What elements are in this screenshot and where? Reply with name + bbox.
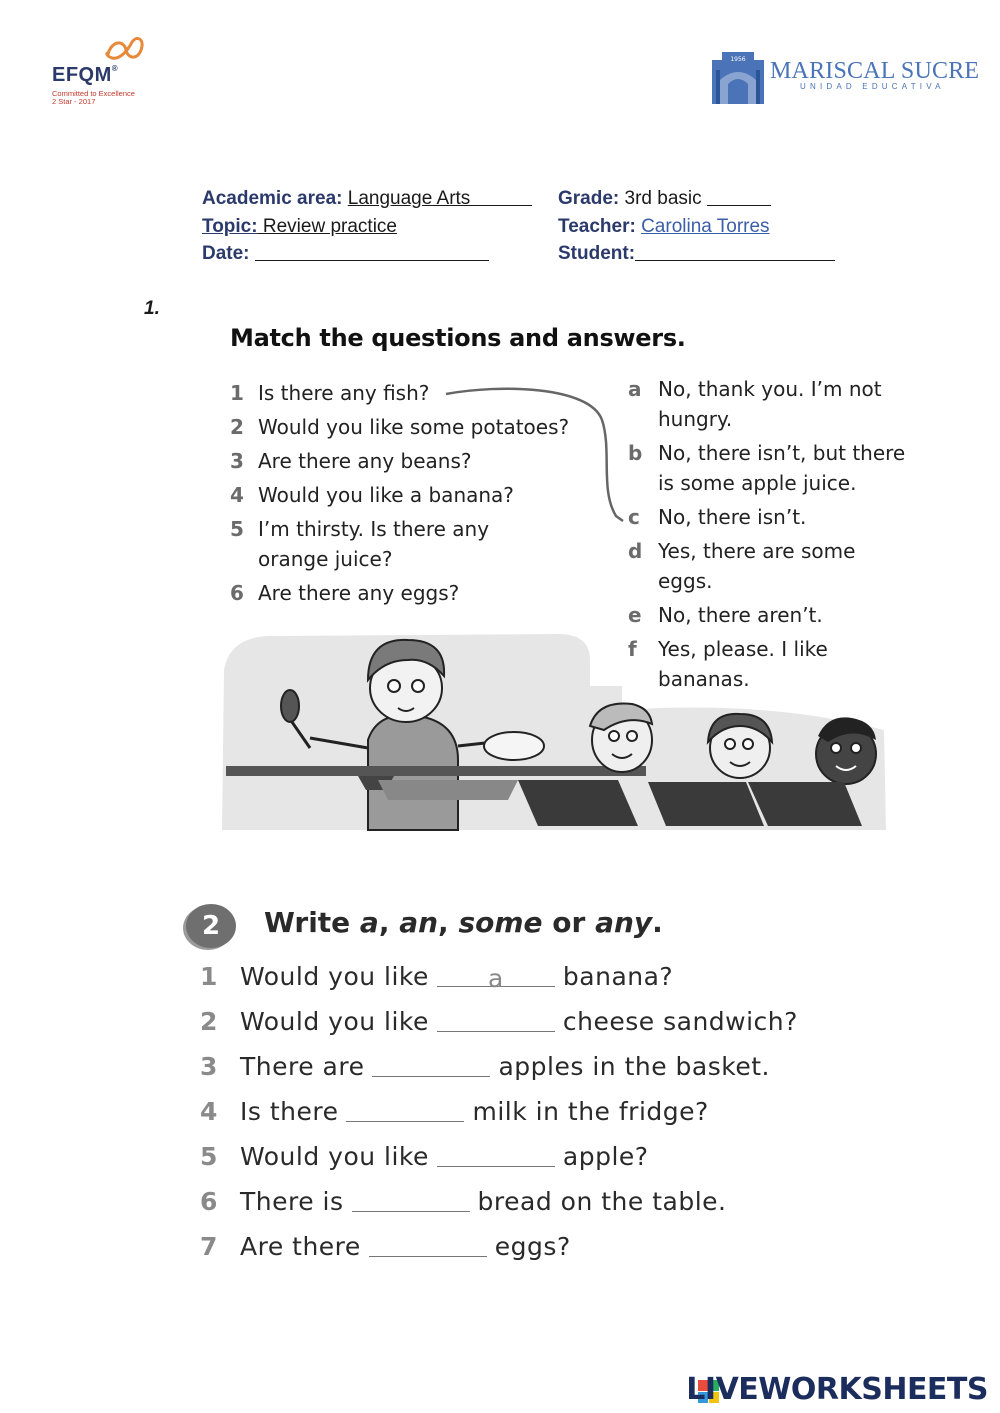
sentence-item: 1 Would you like a banana?: [200, 962, 674, 993]
student-row: [558, 243, 835, 265]
sentence-list: [200, 962, 798, 1277]
answer-item: b No, there isn’t, but there is some apple juice.: [628, 441, 906, 495]
question-item: 6 Are there any eggs?: [230, 581, 460, 605]
example-match-line: [440, 380, 640, 530]
question-item: 4 Would you like a banana?: [230, 483, 514, 507]
efqm-infinity-icon: [102, 34, 202, 66]
sentence-item: 5 Would you like apple?: [200, 1142, 649, 1171]
question-item: 1 Is there any fish?: [230, 381, 430, 405]
sentence-item: 6 There is bread on the table.: [200, 1187, 727, 1216]
answer-item: a No, thank you. I’m not hungry.: [628, 377, 882, 431]
academic-area-blank: [470, 189, 532, 206]
sentence-item: 2 Would you like cheese sandwich?: [200, 1007, 798, 1036]
svg-text:1956: 1956: [730, 56, 746, 63]
exercise-2-title: Write a, an, some or any.: [264, 906, 663, 939]
question-item: 5 I’m thirsty. Is there any orange juice?: [230, 517, 490, 571]
answer-blank[interactable]: [437, 1144, 555, 1167]
date-row: [202, 243, 489, 265]
sentence-item: 4 Is there milk in the fridge?: [200, 1097, 709, 1126]
answer-item: d Yes, there are some eggs.: [628, 539, 856, 593]
question-item: 2 Would you like some potatoes?: [230, 415, 570, 439]
teacher-value: Carolina Torres: [641, 216, 770, 237]
answer-item: e No, there aren’t.: [628, 603, 823, 627]
student-field[interactable]: [635, 244, 835, 261]
sentence-item: 3 There are apples in the basket.: [200, 1052, 770, 1081]
topic-label: Topic:: [202, 216, 258, 237]
topic-row: [202, 216, 397, 238]
date-field[interactable]: [255, 244, 489, 261]
sentence-item: 7 Are there eggs?: [200, 1232, 571, 1261]
exercise-1-number: 1.: [144, 298, 160, 319]
exercise-1-title: Match the questions and answers.: [230, 324, 686, 352]
grade-row: [558, 188, 771, 210]
grade-value: 3rd basic: [624, 188, 702, 209]
grade-blank[interactable]: [707, 189, 771, 206]
school-crest-icon: [712, 50, 764, 104]
date-label: Date:: [202, 243, 250, 264]
academic-area-value: Language Arts: [347, 188, 471, 209]
academic-area-row: [202, 188, 532, 210]
answer-blank[interactable]: [437, 1009, 555, 1032]
question-item: 3 Are there any beans?: [230, 449, 472, 473]
liveworksheets-brand[interactable]: LIVEWORKSHEETS: [686, 1372, 988, 1407]
academic-area-label: Academic area:: [202, 188, 343, 209]
topic-value: Review practice: [257, 216, 397, 237]
answer-blank[interactable]: [372, 1054, 490, 1077]
school-subtitle: UNIDAD EDUCATIVA: [800, 82, 945, 91]
answer-blank[interactable]: [346, 1099, 464, 1122]
answer-blank[interactable]: [369, 1234, 487, 1257]
canteen-illustration: [218, 630, 898, 840]
answer-item: c No, there isn’t.: [628, 505, 807, 529]
exercise-2-number-badge: 2: [186, 904, 236, 948]
school-name: MARISCAL SUCRE: [770, 58, 980, 84]
answer-item: f Yes, please. I like bananas.: [628, 637, 828, 691]
answer-blank[interactable]: a: [437, 964, 555, 987]
student-label: Student:: [558, 243, 636, 264]
answer-blank[interactable]: [352, 1189, 470, 1212]
teacher-label: Teacher:: [558, 216, 636, 237]
teacher-row: [558, 216, 770, 238]
grade-label: Grade:: [558, 188, 620, 209]
efqm-tagline: Committed to Excellence 2 Star - 2017: [52, 89, 135, 106]
efqm-wordmark: EFQM®: [52, 64, 119, 86]
